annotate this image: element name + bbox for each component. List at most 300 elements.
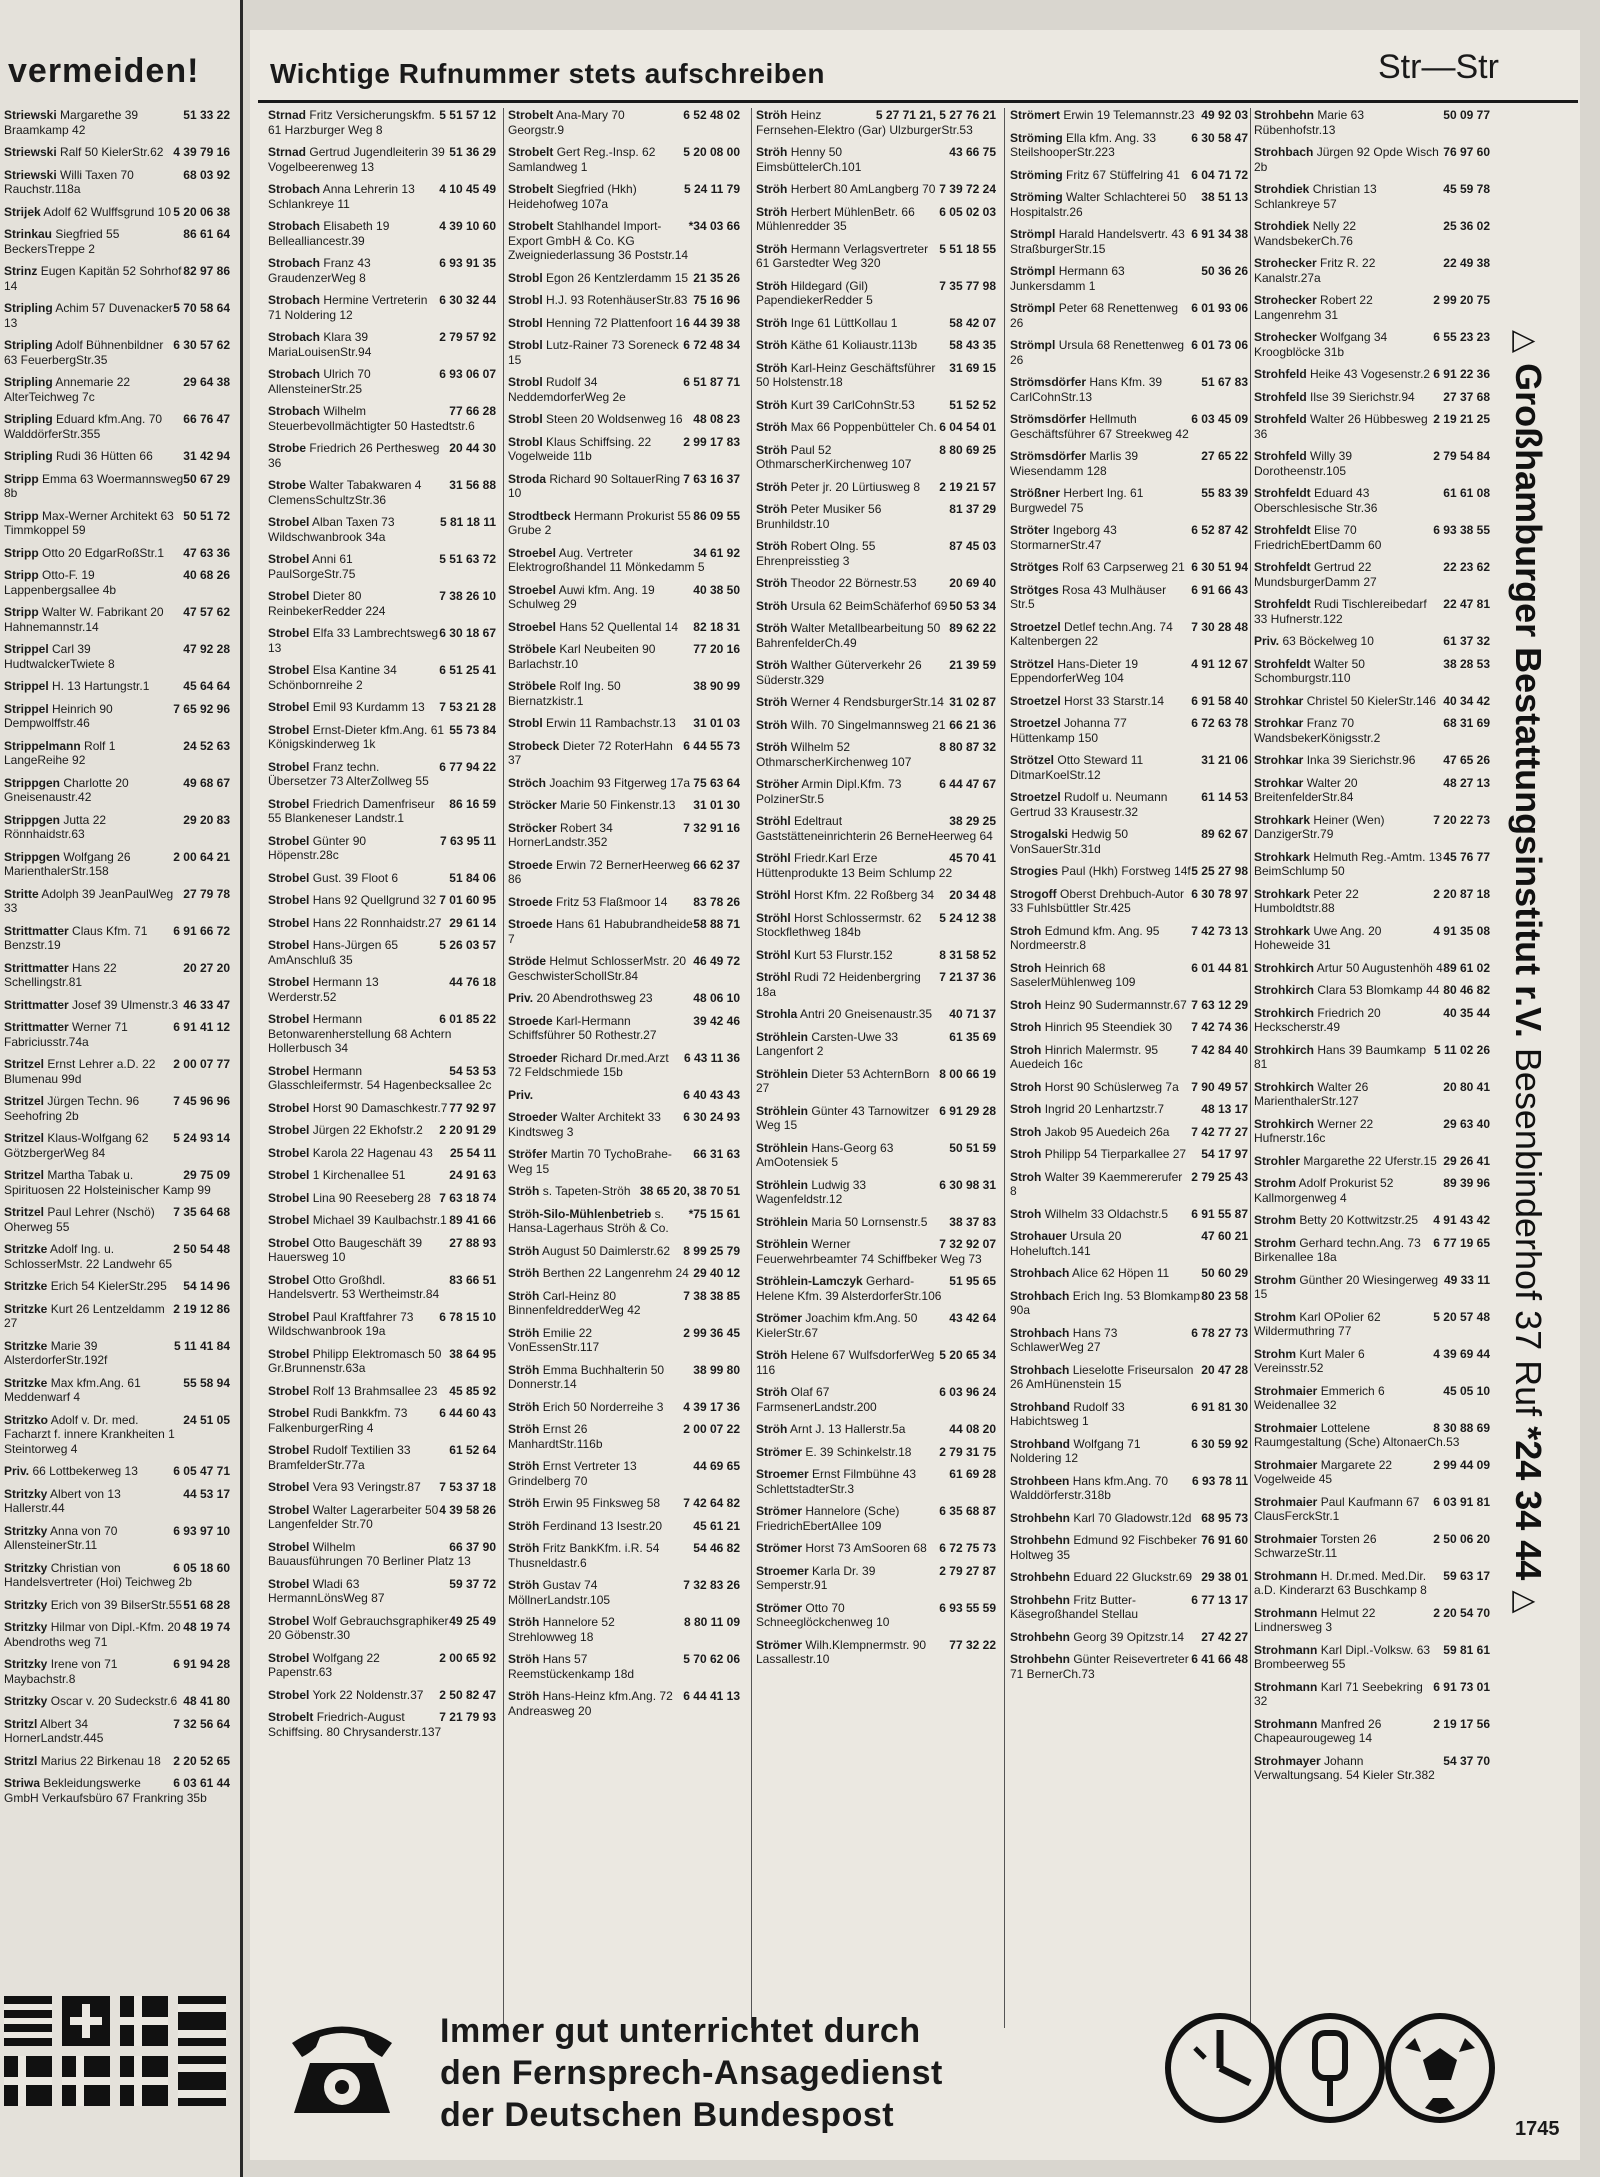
listing-details: Günter Reisevertreter 71 BernerCh.73 [1010,1652,1189,1681]
listing-phone: 89 39 96 [1443,1176,1490,1190]
listing-entry [1010,1570,1248,1585]
listing-name: Stroh [1010,960,1042,975]
listing-details: Gerhard techn.Ang. 73 Birkenallee 18a [1254,1235,1421,1264]
listing-entry [4,145,230,160]
listing-entry [1010,486,1248,515]
listing-name: Strohfeldt [1254,486,1311,500]
listing-phone: 6 30 78 97 [1191,886,1248,901]
listing-entry [1010,716,1248,745]
listing-name: Ströhlein-Lamczyk [756,1274,863,1288]
listing-phone: 31 01 30 [693,798,740,812]
listing-name: Strogies [1010,864,1059,878]
listing-name: Ströh [756,1385,788,1399]
listing-details: Hildegard (Gil) PapendiekerRedder 5 [756,278,873,307]
listing-name: Strobel [268,1613,310,1628]
listing-details: Nelly 22 WandsbekerCh.76 [1254,219,1357,248]
column-divider [751,108,752,2028]
listing-details: Marius 22 Birkenau 18 [40,1753,161,1768]
listing-name: Ströh [756,108,788,122]
listing-entry [756,1504,996,1533]
listing-phone: 6 91 73 01 [1433,1679,1490,1694]
listing-phone: 2 20 52 65 [173,1753,230,1768]
listing-name: Strohdiek [1254,219,1310,233]
listing-name: Strobl [508,338,543,352]
listing-phone: 8 99 25 79 [683,1243,740,1258]
listing-phone: 6 91 34 38 [1191,227,1248,241]
listing-phone: 6 77 13 17 [1191,1592,1248,1607]
listing-entry [756,182,996,197]
listing-name: Strohm [1254,1176,1296,1190]
listing-details: Ernst Filmbühne 43 SchlettstadterStr.3 [756,1467,917,1496]
listing-name: Strobelt [268,1710,314,1724]
listing-name: Strobach [268,219,321,233]
listing-details: Jakob 95 Auedeich 26a [1044,1124,1170,1139]
listing-phone: 45 59 78 [1443,182,1490,196]
listing-details: Wilhelm Bauausführungen 70 Berliner Platz 13 [268,1539,471,1568]
listing-phone: 89 62 67 [1201,827,1248,841]
listing-details: Heiner (Wen) DanzigerStr.79 [1254,812,1385,841]
listing-entry [508,1541,740,1570]
listing-entry [1254,449,1490,478]
listing-name: Stroebel [508,582,557,597]
listing-details: Willi Taxen 70 Rauchstr.118a [4,167,134,196]
listing-phone: 87 45 03 [949,539,996,553]
listing-phone: 7 35 64 68 [173,1205,230,1219]
listing-details: Oberst Drehbuch-Autor 33 Fuhlsbüttler Str.425 [1010,886,1185,915]
listing-phone: 76 91 60 [1201,1533,1248,1547]
listing-entry [508,1184,740,1199]
listing-name: Stritzko [4,1412,49,1427]
listing-entry [1010,375,1248,404]
listing-details: Ursula 68 Renettenweg 26 [1010,338,1185,367]
listing-name: Strobe [268,441,307,455]
listing-entry [1010,620,1248,649]
listing-details: Alban Taxen 73 Wildschwanbrook 34a [268,515,395,544]
listing-entry [268,916,496,931]
listing-details: Gertrud 22 MundsburgerDamm 27 [1254,560,1377,589]
listing-details: Walther Güterverkehr 26 Süderstr.329 [756,658,922,687]
listing-phone: 5 24 11 79 [683,182,740,196]
listing-name: Stritzel [4,1205,45,1219]
listing-phone: 27 65 22 [1201,449,1248,463]
listing-phone: 47 63 36 [183,545,230,560]
listing-entry [268,1540,496,1569]
listing-entry [1254,1080,1490,1109]
listing-entry [4,1561,230,1590]
listing-name: Stroebel [508,545,557,560]
listing-details: Paul (Hkh) Forstweg 14f [1061,864,1191,878]
listing-name: Ströhl [756,947,791,962]
listing-phone: *34 03 66 [688,219,740,233]
listing-phone: 80 46 82 [1443,983,1490,997]
listing-entry [1254,776,1490,805]
listing-entry [1010,449,1248,478]
listing-name: Strippelmann [4,738,81,753]
listing-phone: 59 63 17 [1443,1568,1490,1583]
listing-name: Ströhlein [756,1103,809,1118]
listing-entry [4,813,230,842]
listing-phone: 77 32 22 [949,1637,996,1652]
listing-phone: 6 91 55 87 [1191,1206,1248,1221]
listing-entry [756,1104,996,1133]
listing-details: Werner 4 RendsburgerStr.14 [790,695,944,709]
listing-phone: 48 06 10 [693,991,740,1005]
listing-name: Strohm [1254,1213,1296,1227]
listing-phone: 20 44 30 [449,441,496,455]
listing-entry [508,858,740,887]
listing-phone: 6 01 85 22 [439,1012,496,1026]
listing-details: Arnt J. 13 Hallerstr.5a [790,1422,906,1436]
listing-details: Walter 20 BreitenfelderStr.84 [1254,775,1358,804]
listing-phone: 8 30 88 69 [1433,1420,1490,1435]
listing-entry [756,1067,996,1096]
previous-page-header: vermeiden! [8,52,200,90]
listing-name: Ströh [756,539,788,553]
listing-entry [1254,367,1490,382]
listing-entry [268,330,496,359]
listing-phone: 61 37 32 [1443,634,1490,648]
listing-phone: 6 05 02 03 [939,204,996,219]
listing-entry [508,271,740,286]
listing-entry [756,242,996,271]
listing-details: Hermann 63 Junkersdamm 1 [1010,264,1125,293]
listing-entry [1254,1754,1490,1783]
listing-details: Hermine Vertreterin 71 Noldering 12 [268,293,428,322]
listing-phone: 45 64 64 [183,679,230,693]
listing-name: Stroh [1010,1079,1042,1094]
listing-name: Ströhlein [756,1177,809,1192]
listing-name: Stritzke [4,1338,48,1353]
listing-details: Artur 50 Augustenhöh 4 [1316,960,1443,975]
listing-details: 1 Kirchenallee 51 [312,1168,406,1182]
listing-details: Philipp 54 Tierparkallee 27 [1044,1147,1187,1161]
listing-details: Robert Olng. 55 Ehrenpreisstieg 3 [756,539,876,568]
listing-entry [508,1266,740,1281]
listing-entry [4,961,230,990]
listing-phone: 24 91 63 [449,1168,496,1182]
listing-phone: 6 91 66 43 [1191,582,1248,597]
header-rule [258,100,1578,103]
listing-entry [4,1598,230,1613]
listing-entry [268,108,496,137]
listing-name: Stripling [4,338,53,352]
listing-entry [508,338,740,367]
listing-details: Karola 22 Hagenau 43 [312,1145,433,1160]
listing-name: Strohmaier [1254,1420,1318,1435]
listing-name: Stroh [1010,997,1042,1012]
listing-entry [508,739,740,768]
listing-name: Strohdiek [1254,182,1310,196]
listing-details: 20 Abendrothsweg 23 [536,991,653,1005]
listing-details: Klaus Schiffsing. 22 Vogelweide 11b [508,434,652,463]
listing-phone: 6 30 18 67 [439,626,496,640]
listing-phone: 58 43 35 [949,338,996,352]
listing-details: Christel 50 KielerStr.146 [1306,693,1437,708]
listing-name: Ströh [756,502,788,516]
listing-entry [1010,1474,1248,1503]
listing-details: Hannelore (Sche) FriedrichEbertAllee 109 [756,1504,900,1533]
listing-phone: 7 21 37 36 [939,970,996,984]
listing-phone: 2 19 12 86 [173,1301,230,1316]
listing-entry [268,1213,496,1228]
listing-details: Rudolf Textilien 33 BramfelderStr.77a [268,1443,411,1472]
listing-details: Walter Metallbearbeitung 50 BahrenfelderCh.49 [756,621,941,650]
listing-entry [508,642,740,671]
listing-details: Lutz-Rainer 73 Soreneck 15 [508,338,679,367]
listing-phone: 2 00 64 21 [173,849,230,864]
listing-name: Strohbehn [1254,108,1314,122]
listing-details: Steen 20 Woldsenweg 16 [546,412,683,426]
listing-name: Ströh [756,338,788,352]
listing-name: Ströh [508,1689,540,1703]
listing-entry [756,480,996,495]
listing-entry [508,1289,740,1318]
listing-phone: 6 35 68 87 [939,1504,996,1518]
listing-phone: 6 72 75 73 [939,1541,996,1555]
listing-entry [4,1464,230,1479]
listing-details: Edmund 92 Fischbeker Holtweg 35 [1010,1533,1197,1562]
listing-phone: 8 31 58 52 [939,947,996,962]
listing-details: Richard Dr.med.Arzt 72 Feldschmiede 15b [508,1050,669,1079]
listing-phone: 7 32 83 26 [683,1578,740,1592]
listing-phone: 6 30 51 94 [1191,560,1248,574]
listing-entry [268,975,496,1004]
listing-name: Strippgen [4,849,60,864]
listing-phone: 5 51 57 12 [439,108,496,122]
listing-details: Siegfried (Hkh) Heidehofweg 107a [508,182,637,211]
listing-name: Striwa [4,1776,41,1790]
listing-entry [508,776,740,791]
listing-details: Kurt 53 Flurstr.152 [794,947,893,962]
listing-details: 66 Lottbekerweg 13 [32,1464,138,1478]
listing-name: Strohmann [1254,1642,1318,1657]
listing-entry [756,1541,996,1556]
listing-phone: 5 20 57 48 [1433,1309,1490,1324]
listing-entry [268,1347,496,1376]
listing-details: Rolf 1 LangeReihe 92 [4,738,116,767]
listing-phone: 4 39 69 44 [1433,1346,1490,1361]
listing-name: Strobach [268,330,321,344]
listing-phone: 20 34 48 [949,888,996,902]
listing-entry [508,895,740,910]
listing-details: Hans-Jürgen 65 AmAnschluß 35 [268,938,399,967]
listing-details: Karl 71 Seebekring 32 [1254,1679,1423,1708]
listing-details: Friedr.Karl Erze Hüttenprodukte 13 Beim Schlump 22 [756,851,953,880]
listing-phone: 6 91 94 28 [173,1657,230,1671]
listing-entry [4,1279,230,1294]
listing-phone: 6 93 06 07 [439,367,496,381]
listing-phone: 5 11 02 26 [1433,1042,1490,1057]
listing-entry [4,1205,230,1234]
listing-phone: 6 91 66 72 [173,923,230,938]
listing-details: Hermann Glasschleifermstr. 54 Hagenbecksallee 2c [268,1063,492,1092]
listing-entry [1254,182,1490,211]
listing-details: Gertrud Jugendleiterin 39 Vogelbeerenweg 13 [268,145,445,174]
listing-details: Hans 39 Baumkamp 81 [1254,1042,1427,1071]
listing-phone: 61 35 69 [949,1029,996,1044]
listing-phone: 7 38 26 10 [439,589,496,603]
listing-details: Werner Feuerwehrbeamter 74 Schiffbeker Weg 73 [756,1237,982,1266]
listing-name: Strobel [268,870,310,885]
listing-phone: 29 64 38 [183,375,230,389]
listing-details: Charlotte 20 Gneisenaustr.42 [4,775,129,804]
listing-phone: 66 21 36 [949,717,996,732]
ad-line-1: Immer gut unterrichtet durch [440,2012,921,2050]
listing-name: Ströhlein [756,1237,809,1251]
listing-details: Max-Werner Architekt 63 Timmkoppel 59 [4,508,174,537]
listing-name: Strohfeld [1254,367,1307,381]
listing-phone: 45 61 21 [693,1518,740,1533]
listing-phone: 61 61 08 [1443,486,1490,500]
listing-details: Gustav 74 MöllnerLandstr.105 [508,1578,611,1607]
listing-details: Erich 50 Norderreihe 3 [542,1399,664,1414]
page-header-range: Str—Str [1378,48,1499,86]
listing-phone: 54 14 96 [183,1279,230,1293]
listing-phone: 6 44 60 43 [439,1406,496,1420]
listing-name: Strobel [268,893,310,907]
listing-phone: 51 52 52 [949,397,996,412]
listing-entry [4,375,230,404]
listing-entry [1010,1400,1248,1429]
listing-details: Jürgen 22 Ekhofstr.2 [312,1123,423,1137]
listing-entry [508,1496,740,1511]
listing-name: Ströh [756,658,788,672]
listing-details: Gerhard-Helene Kfm. 39 AlsterdorferStr.106 [756,1274,942,1303]
listing-details: Marie 39 AlsterdorferStr.192f [4,1338,108,1367]
listing-details: Betty 20 Kottwitzstr.25 [1299,1213,1419,1227]
listing-name: Ströh [756,695,788,709]
listing-phone: 46 49 72 [693,954,740,968]
listing-entry [1010,1207,1248,1222]
listing-details: Helmuth Reg.-Amtm. 13 BeimSchlump 50 [1254,849,1443,878]
listing-phone: 54 53 53 [449,1063,496,1078]
listing-phone: 6 91 41 12 [173,1020,230,1034]
listing-phone: 6 04 54 01 [939,420,996,434]
listing-name: Strobl [508,375,543,389]
listing-phone: 6 05 47 71 [173,1464,230,1478]
ad-line-2: den Fernsprech-Ansagedienst [440,2054,943,2092]
listing-entry [756,279,996,308]
listing-name: Ströh [756,598,788,613]
listing-name: Strohband [1010,1399,1070,1414]
listing-phone: 24 51 05 [183,1412,230,1427]
listing-phone: 4 39 17 36 [683,1399,740,1414]
listing-entry [508,1422,740,1451]
listing-phone: 55 73 84 [449,722,496,737]
listing-phone: 6 55 23 23 [1433,330,1490,344]
listing-entry [1010,1266,1248,1281]
listing-entry [508,1051,740,1080]
listing-phone: 40 35 44 [1443,1005,1490,1020]
listing-name: Stritzl [4,1753,38,1768]
listing-entry [508,1014,740,1043]
listing-entry [1010,523,1248,552]
listing-details: Franz 70 WandsbekerKönigsstr.2 [1254,716,1381,745]
listing-details: Franz 43 GraudenzerWeg 8 [268,256,371,285]
column-divider [1004,108,1005,2028]
listing-details: Hermann Prokurist 55 Grube 2 [508,508,691,537]
listing-entry [756,502,996,531]
telephone-icon [282,2005,402,2125]
listing-entry [268,1012,496,1056]
listing-name: Strohauer [1010,1229,1067,1243]
listing-details: Erich 54 KielerStr.295 [50,1279,167,1293]
listing-name: Strobel [268,626,310,640]
listing-name: Strohbach [1010,1362,1070,1377]
listing-phone: 77 92 97 [449,1100,496,1115]
listing-name: Ströhlein [756,1029,809,1044]
listing-entry [1010,1102,1248,1117]
listing-details: Hans 73 SchlawerWeg 27 [1010,1325,1118,1354]
listing-details: Irene von 71 Maybachstr.8 [4,1657,118,1686]
listing-name: Strobel [268,1063,310,1078]
listing-details: Ralf 50 KielerStr.62 [60,145,164,159]
listing-entry [756,1467,996,1496]
listing-name: Strobel [268,1383,310,1398]
listing-entry [268,834,496,863]
listing-details: Karl OPolier 62 Wildermuthring 77 [1254,1309,1381,1338]
listing-name: Strohbehn [1010,1652,1070,1666]
listing-name: Strohbehn [1010,1592,1070,1607]
listing-entry [756,420,996,435]
listing-name: Strippgen [4,775,60,790]
listing-details: Hinrich Malermstr. 95 Auedeich 16c [1010,1042,1159,1071]
listing-entry [1010,412,1248,441]
listing-name: Stritzky [4,1620,48,1634]
listing-name: Strobel [268,515,310,529]
listing-entry [1254,1421,1490,1450]
listing-entry [508,412,740,427]
listing-details: Ella kfm. Ang. 33 SteilshooperStr.223 [1010,130,1157,159]
listing-entry [1010,1043,1248,1072]
listing-entry [268,1406,496,1435]
listing-entry [268,182,496,211]
listing-entry [4,850,230,879]
listing-name: Ströh [756,740,788,754]
listing-name: Strohfeld [1254,449,1307,463]
listing-entry [1010,301,1248,330]
listing-phone: 2 00 65 92 [439,1650,496,1665]
side-ad-phone-label: Ruf [1508,1360,1549,1417]
listing-entry [508,509,740,538]
listing-name: Strobel [268,1145,310,1160]
listing-details: Werner 71 Fabriciusstr.74a [4,1020,128,1049]
listing-phone: 6 91 22 36 [1433,367,1490,381]
listing-phone: 6 77 19 65 [1433,1235,1490,1250]
listing-entry [1254,1154,1490,1169]
listing-name: Strohbach [1010,1266,1070,1280]
listing-phone: 51 68 28 [183,1597,230,1612]
listing-entry [268,1146,496,1161]
listing-entry [508,1207,740,1236]
listing-phone: 5 51 63 72 [439,552,496,566]
listing-name: Ströh [508,1362,540,1377]
listing-entry [4,1524,230,1553]
listing-details: Karl-Hermann Schiffsführer 50 Rothestr.27 [508,1013,657,1042]
listing-details: Ernst-Dieter kfm.Ang. 61 Königskinderweg 1k [268,722,445,751]
listing-name: Strömer [756,1541,803,1555]
listing-name: Strobel [268,1100,310,1115]
listing-details: Emma Buchhalterin 50 Donnerstr.14 [508,1362,665,1391]
listing-details: Josef 39 Ulmenstr.3 [72,997,179,1012]
listing-phone: 6 05 18 60 [173,1560,230,1575]
listing-phone: 49 68 67 [183,775,230,790]
listing-details: Lina 90 Reeseberg 28 [312,1190,431,1205]
listing-phone: 7 42 64 82 [683,1496,740,1510]
listing-phone: 7 42 74 36 [1191,1020,1248,1034]
listing-phone: 2 50 54 48 [173,1242,230,1256]
listing-entry [4,605,230,634]
